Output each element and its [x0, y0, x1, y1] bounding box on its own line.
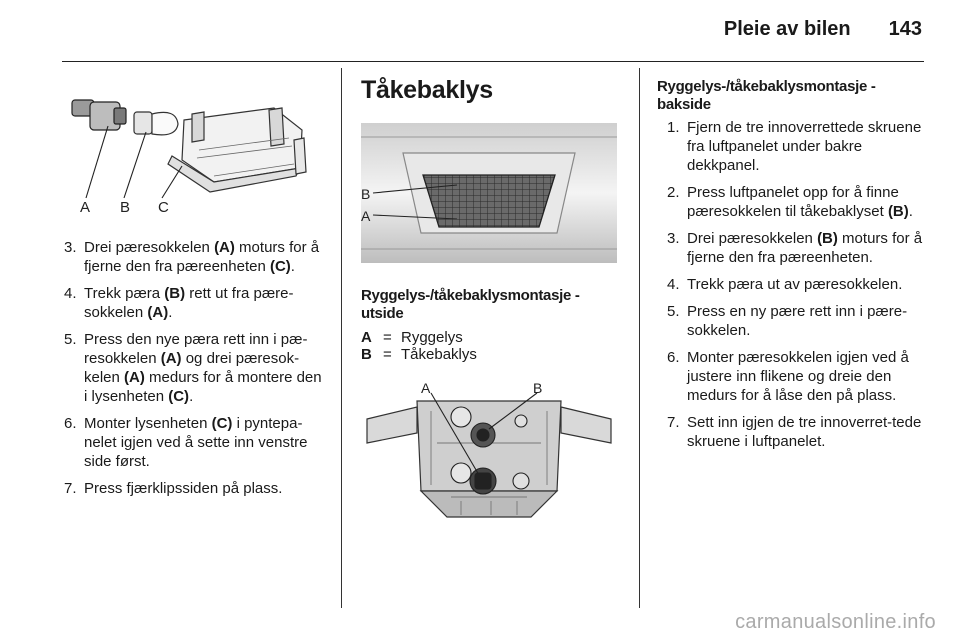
- left-step-list: [64, 238, 329, 498]
- legend-row: [361, 346, 623, 363]
- column-divider-2: [639, 68, 640, 608]
- fig-label-a: A: [80, 199, 91, 215]
- part-reference: (A): [147, 304, 169, 321]
- rear-subheading: Ryggelys-/tåkebaklysmontasje - bakside: [657, 78, 876, 113]
- step-item: [64, 238, 329, 276]
- step-text: Press en ny pære rett inn i pære-sokkelen.: [687, 303, 908, 339]
- legend-key: B: [361, 346, 372, 363]
- part-reference: (C): [269, 258, 291, 275]
- section-heading: Tåkebaklys: [361, 76, 493, 104]
- part-reference: (A): [160, 350, 182, 367]
- step-text: Drei pæresokkelen: [84, 239, 215, 256]
- legend-value: Ryggelys: [401, 329, 463, 346]
- step-text: Press den nye pæra rett inn i pæ-resokkelen: [84, 331, 308, 367]
- left-column: [64, 80, 329, 506]
- step-number: 7.: [667, 414, 680, 431]
- step-text: .: [189, 388, 194, 405]
- step-number: 4.: [64, 285, 77, 302]
- step-text: .: [290, 258, 295, 275]
- step-text: Fjern de tre innoverrettede skruene fra luftpanelet under bakre dekkpanel.: [687, 119, 922, 174]
- step-number: 7.: [64, 480, 77, 497]
- step-item: [667, 183, 925, 221]
- step-text: moturs for å fjerne den fra pæreenheten.: [687, 230, 923, 266]
- step-text: moturs for å fjerne den fra pæreenheten: [84, 239, 320, 275]
- step-text: rett ut fra pære-sokkelen: [84, 285, 294, 321]
- step-text: Sett inn igjen de tre innoverret-tede skruene i luftpanelet.: [687, 414, 922, 450]
- fig-label-b: B: [120, 199, 131, 215]
- part-reference: (C): [211, 415, 233, 432]
- step-item: [667, 413, 925, 451]
- step-item: [64, 414, 329, 471]
- part-reference: (A): [214, 239, 235, 256]
- part-reference: (A): [124, 369, 145, 386]
- right-step-list: [657, 118, 925, 451]
- page-number: 143: [888, 18, 922, 40]
- fig2-label-a: A: [421, 381, 431, 396]
- step-number: 5.: [64, 331, 77, 348]
- bulb-socket-illustration: [64, 80, 329, 215]
- step-text: Trekk pæra: [84, 285, 165, 302]
- step-item: [64, 284, 329, 322]
- fig1-label-b: B: [361, 186, 371, 202]
- part-reference: (B): [887, 203, 909, 220]
- step-item: [667, 275, 925, 294]
- step-item: [667, 348, 925, 405]
- step-text: Press fjærklipssiden på plass.: [84, 480, 283, 497]
- step-text: Monter pæresokkelen igjen ved å justere inn flikene og dreie den medurs for å låse den på plass.: [687, 349, 909, 404]
- step-item: [667, 229, 925, 267]
- step-number: 4.: [667, 276, 680, 293]
- fog-lamp-rear-illustration: [361, 381, 617, 521]
- step-text: i pyntepa-nelet igjen ved å sette inn venstre side først.: [84, 415, 308, 470]
- page-header: [724, 18, 922, 41]
- step-number: 3.: [64, 239, 77, 256]
- step-text: og drei pæresok-kelen: [84, 350, 300, 386]
- legend-value: Tåkebaklys: [401, 346, 477, 363]
- legend-key: A: [361, 329, 372, 346]
- step-number: 1.: [667, 119, 680, 136]
- legend-row: [361, 329, 623, 346]
- fog-lamp-exterior-illustration: [361, 123, 617, 263]
- header-rule: [62, 61, 924, 62]
- step-number: 6.: [667, 349, 680, 366]
- watermark: carmanualsonline.info: [735, 611, 936, 633]
- section-title: Pleie av bilen: [723, 18, 851, 40]
- step-text: Trekk pæra ut av pæresokkelen.: [687, 276, 903, 293]
- step-text: Press luftpanelet opp for å finne pæresokkelen til tåkebaklyset: [687, 184, 899, 220]
- part-reference: (B): [817, 230, 838, 247]
- middle-column: [361, 76, 623, 521]
- step-number: 3.: [667, 230, 680, 247]
- step-item: [64, 330, 329, 406]
- fig-label-c: C: [158, 199, 169, 215]
- step-number: 6.: [64, 415, 77, 432]
- legend-eq: =: [383, 346, 392, 363]
- fig1-label-a: A: [361, 208, 371, 224]
- lamp-legend: [361, 329, 623, 363]
- fig2-label-b: B: [533, 381, 543, 396]
- part-reference: (B): [164, 285, 186, 302]
- part-reference: (C): [168, 388, 190, 405]
- step-text: .: [168, 304, 173, 321]
- step-item: [64, 479, 329, 498]
- step-text: medurs for å montere den i lysenheten: [84, 369, 322, 405]
- step-text: .: [908, 203, 913, 220]
- column-divider-1: [341, 68, 342, 608]
- legend-eq: =: [383, 329, 392, 346]
- step-number: 2.: [667, 184, 680, 201]
- right-column: [657, 78, 925, 459]
- step-number: 5.: [667, 303, 680, 320]
- step-item: [667, 302, 925, 340]
- step-text: Monter lysenheten: [84, 415, 212, 432]
- step-item: [667, 118, 925, 175]
- step-text: Drei pæresokkelen: [687, 230, 818, 247]
- exterior-subheading: Ryggelys-/tåkebaklysmontasje - utside: [361, 287, 580, 322]
